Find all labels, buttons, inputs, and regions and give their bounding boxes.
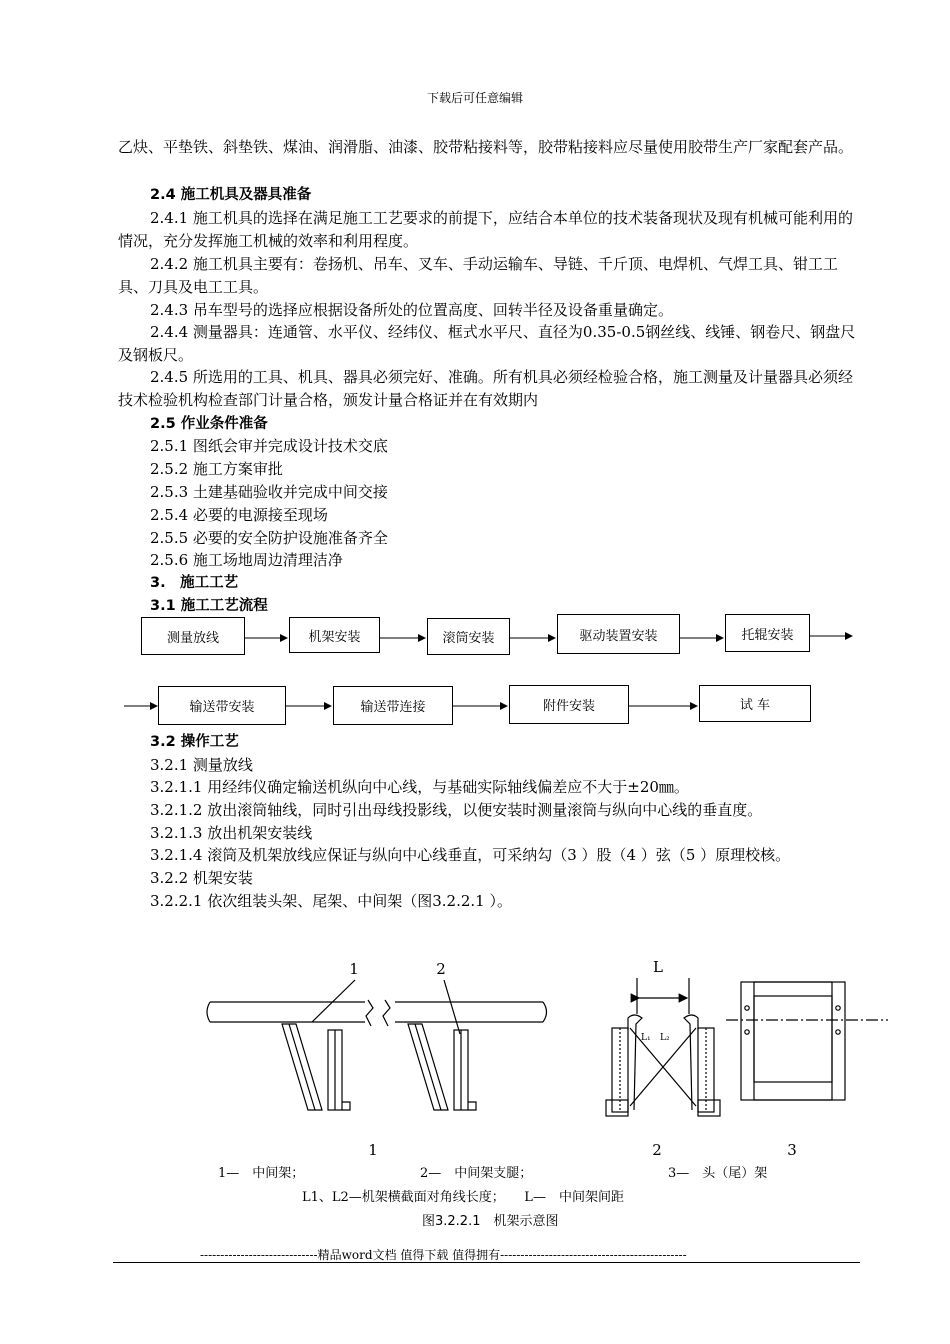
legend-2: 2— 中间架支腿； (420, 1166, 533, 1181)
sub-label-1: 1 (368, 1141, 378, 1159)
label-L1: L₁ (641, 1033, 651, 1043)
label-L2: L₂ (660, 1033, 670, 1043)
para-2-4-3: 2.4.3 吊车型号的选择应根据设备所处的位置高度、回转半径及设备重量确定。 (150, 301, 673, 319)
flow-step-drum: 滚筒安装 (427, 618, 510, 655)
section-3-2-title: 3.2 操作工艺 (150, 734, 239, 750)
flow-step-drive: 驱动装置安装 (557, 614, 680, 654)
intro-paragraph: 乙炔、平垫铁、斜垫铁、煤油、润滑脂、油漆、胶带粘接料等，胶带粘接料应尽量使用胶带生产厂家配套产品。 (118, 138, 854, 156)
sub-label-2: 2 (652, 1141, 662, 1159)
legend-4: L1、L2—机架横截面对角线长度； L— 中间架间距 (302, 1190, 624, 1205)
figure-caption: 图3.2.2.1 机架示意图 (422, 1214, 559, 1229)
flow-step-belt-install: 输送带安装 (158, 686, 286, 725)
list-item: 3.2.1 测量放线 (150, 756, 253, 774)
list-item: 3.2.2.1 依次组装头架、尾架、中间架（图3.2.2.1 ）。 (150, 892, 512, 910)
list-item: 2.5.3 土建基础验收并完成中间交接 (150, 483, 388, 501)
list-item: 3.2.1.1 用经纬仪确定输送机纵向中心线，与基础实际轴线偏差应不大于±20㎜。 (150, 778, 689, 796)
frame-diagram (0, 950, 950, 1170)
footer-rule (113, 1262, 860, 1263)
label-2: 2 (436, 960, 446, 978)
para-2-4-1: 2.4.1 施工机具的选择在满足施工工艺要求的前提下，应结合本单位的技术装备现状及现有机械可能利用的情况，充分发挥施工机械的效率和利用程度。 (118, 209, 853, 250)
label-1: 1 (349, 960, 359, 978)
para-2-4-4: 2.4.4 测量器具：连通管、水平仪、经纬仪、框式水平尺、直径为0.35-0.5钢丝线、线锤、钢卷尺、钢盘尺及钢板尺。 (118, 323, 856, 364)
list-item: 3.2.1.4 滚筒及机架放线应保证与纵向中心线垂直，可采纳勾（3 ）股（4 ）弦（5 ）原理校核。 (150, 846, 791, 864)
list-item: 3.2.2 机架安装 (150, 869, 253, 887)
flow-step-frame: 机架安装 (289, 617, 380, 653)
flow-step-idler: 托辊安装 (725, 614, 810, 652)
legend-1: 1— 中间架； (218, 1166, 305, 1181)
flow-step-survey: 测量放线 (141, 617, 245, 655)
label-L: L (653, 958, 663, 976)
para-2-4-5: 2.4.5 所选用的工具、机具、器具必须完好、准确。所有机具必须经检验合格，施工测量及计量器具必须经技术检验机构检查部门计量合格，颁发计量合格证并在有效期内 (118, 368, 853, 409)
legend-3: 3— 头（尾）架 (668, 1166, 768, 1181)
list-item: 3.2.1.3 放出机架安装线 (150, 824, 313, 842)
list-item: 2.5.5 必要的安全防护设施准备齐全 (150, 529, 388, 547)
section-3-title: 3. 施工工艺 (150, 575, 239, 591)
section-3-1-title: 3.1 施工工艺流程 (150, 598, 268, 614)
page-footer: -----------------------------精品word文档 值得下载 值得拥有---------------------------------------------- (200, 1248, 687, 1262)
sub-label-3: 3 (787, 1141, 797, 1159)
para-2-4-2: 2.4.2 施工机具主要有：卷扬机、吊车、叉车、手动运输车、导链、千斤顶、电焊机、气焊工具、钳工工具、刀具及电工工具。 (118, 255, 838, 296)
list-item: 3.2.1.2 放出滚筒轴线，同时引出母线投影线，以便安装时测量滚筒与纵向中心线的垂直度。 (150, 801, 763, 819)
list-item: 2.5.4 必要的电源接至现场 (150, 506, 328, 524)
list-item: 2.5.6 施工场地周边清理洁净 (150, 551, 343, 569)
flow-step-test-run: 试 车 (699, 685, 811, 722)
section-2-4-title: 2.4 施工机具及器具准备 (150, 187, 312, 203)
section-2-5-title: 2.5 作业条件准备 (150, 416, 268, 432)
page-header: 下载后可任意编辑 (426, 91, 523, 105)
list-item: 2.5.1 图纸会审并完成设计技术交底 (150, 437, 388, 455)
flow-step-belt-join: 输送带连接 (333, 686, 453, 725)
flow-step-accessories: 附件安装 (509, 685, 629, 724)
list-item: 2.5.2 施工方案审批 (150, 460, 283, 478)
